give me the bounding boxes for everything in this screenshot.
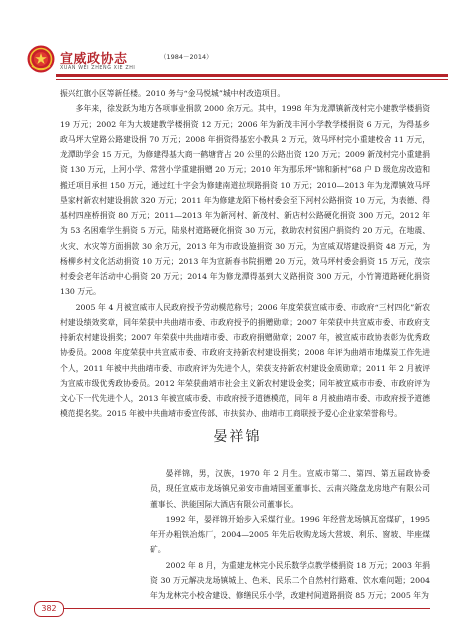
bio-paragraph-2: 1992 年，晏祥锦开始步入采煤行业。1996 年经营龙场镇瓦窑煤矿，1995 年开办粗铁冶炼厂，2004—2005 年先后收购龙场大营坡、利乐、窗坡、毕座煤矿。 xyxy=(150,514,430,555)
book-years: （1984－2014） xyxy=(160,53,213,61)
paragraph-donations: 多年来，徐发跃为地方各项事业捐款 2000 余万元。其中，1998 年为龙潭镇新茂村完小建教学楼捐资 19 万元；2002 年为大坡建教学楼捐资 12 万元；2006 年为新茂丰河小学教学楼捐资 6 万元，为得基乡政马坪大堂路公路建设捐 70 万元；2008 年捐资得基宏小教具 2 万元，效马坪村完小重建校舍 11 万元，龙潭助学会 15 万元，为修建得基大商一鹤塘背占 20 公里的公路出资 120 万元；2009 新茂村完小重建捐资 130 万元，上河小学、常营小学重建捐赠 20 万元；2010 年为那乐坪“锦和新村”68 户 D 级危房改造和搬迁项目承担 150 万元，通过红十字会为修建南道拉坝路捐资 10 万元；2010—2013 年为龙潭镇效马坪垦家村新农村建设捐款 320 万元；2011 年为修建龙陌下杨村委会至下河村公路捐资 10 万元，为表德、得基村四座桥捐资 80 万元；2011—2013 年为新河村、新茂村、新店村公路硬化捐资 300 万元，2012 年为 53 名困难学生捐资 5 万元，陆泉村道路硬化捐资 30 万元，救助农村贫困户捐资约 20 万元，在地震、火灾、水灾等方面捐款 30 余万元，2013 年为市政设施捐资 30 万元，为宣威双塔建设捐资 48 万元，为杨柳乡村文化活动捐资 10 万元；2013 年为宣新春书院捐赠 20 万元，效马坪村委会捐资 15 万元，茂宗村委会老年活动中心捐资 20 万元；2014 年为修龙潭得基到大义路捐资 300 万元，小竹箐道路硬化捐资 130 万元。 xyxy=(60,104,430,297)
running-header xyxy=(26,44,451,80)
bio-paragraph-1: 晏祥锦，男，汉族，1970 年 2 月生。宣威市第二、第四、第五届政协委员，现任宣威市龙场镇兄弟安市曲靖国亚董事长、云南兴隆盘龙房地产有限公司董事长、洪能国际大酒店有限公司董事长。 xyxy=(150,469,430,509)
portrait-photo-placeholder xyxy=(60,462,140,565)
book-title: 宣威政协志 xyxy=(60,52,128,67)
book-title-pinyin: XUAN WEI ZHENG XIE ZHI xyxy=(60,66,136,71)
page-number: 382 xyxy=(34,601,64,617)
cppcc-emblem-icon xyxy=(26,44,56,74)
paragraph-continuation: 振兴红旗小区等新任楼。2010 务与“金马悦城”城中村改造项目。 xyxy=(60,89,286,98)
header-rule-thick xyxy=(56,74,448,77)
header-rule-thin xyxy=(56,79,448,80)
profile-name-heading: 晏祥锦 xyxy=(213,429,262,445)
paragraph-honors: 2005 年 4 月被宣威市人民政府授予劳动模范称号；2006 年度荣获宣威市委、市政府“三村四化”新农村建设绩效奖章，同年荣获中共曲靖市委、市政府授予的捐赠勋章；2007 年荣获中共宣威市委、市政府支持新农村建设捐奖；2007 年荣获中共曲靖市委、市政府捐赠勋章；2007 年，被宣威市政协表彰为优秀政协委员。2008 年度荣获中共宣威市委、市政府支持新农村建设捐奖；2008 年评为曲靖市地煤炭工作先进个人，2011 年被中共曲靖市委、市政府评为先进个人，荣获支持新农村建设金质勋章；2011 年 2 月被评为宣威市级优秀政协委员。2012 年荣获曲靖市社会主义新农村建设金奖；同年被宣威市市委、市政府评为文心下一代先进个人，2013 年被宣威市委、市政府授予道德模范，同年 8 月被曲靖市委、市政府授予道德模范提名奖。2015 年被中共曲靖市委宣传部、市扶贫办、曲靖市工商联授予爱心企业家荣誉称号。 xyxy=(60,302,430,419)
profile-bio xyxy=(150,466,430,603)
footer-rule xyxy=(64,608,430,609)
bio-paragraph-3: 2002 年 8 月，为重建龙林完小民乐数学点教学楼捐资 18 万元；2003 年捐资 30 万元解决龙场镇城上、色米、民乐二个自然村行路难、饮水难问题；2004 年为龙林完小校舍建设、修缮民乐小学，改建村间道路捐资 85 万元；2005 年为 xyxy=(150,560,430,600)
main-text-top xyxy=(60,86,430,422)
